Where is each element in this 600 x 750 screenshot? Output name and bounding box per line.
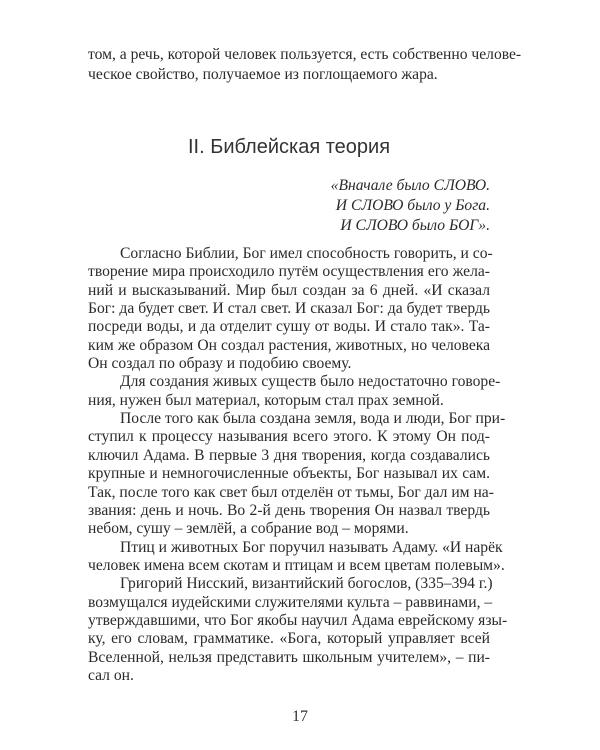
body-line: Он создал по образу и подобию своему. [88, 355, 352, 373]
body-line: ний и высказываний. Мир был создан за 6 дней. «И сказал [88, 281, 490, 299]
epigraph-line: И СЛОВО было БОГ». [340, 217, 490, 234]
body-line: сал он. [88, 667, 134, 684]
body-line: После того как была создана земля, вода и люди, Бог при- [120, 410, 506, 428]
body-line: возмущался иудейскими служителями культа – раввинами, – [88, 593, 493, 611]
section-title: II. Библейская теория [187, 136, 391, 158]
body-line: творение мира происходило путём осуществления его жела- [88, 263, 490, 281]
body-line: ключил Адама. В первые 3 дня творения, когда создавались [88, 446, 490, 464]
body-line: Бог: да будет свет. И стал свет. И сказал Бог: да будет твердь [88, 300, 490, 318]
epigraph-line: И СЛОВО было у Бога. [335, 197, 490, 214]
intro-line: том, а речь, которой человек пользуется, есть собственно челове- [88, 46, 522, 63]
body-line: Вселенной, нельзя представить школьным учителем», – пи- [88, 648, 490, 666]
body-line: посреди воды, и да отделит сушу от воды. И стало так». Та- [88, 318, 490, 336]
body-line: утверждавшими, что Бог якобы научил Адама еврейскому язы- [88, 611, 508, 629]
body-line: звания: день и ночь. Во 2-й день творения Он назвал твердь [88, 501, 490, 519]
body-line: крупные и немногочисленные объекты, Бог называл их сам. [88, 465, 490, 483]
body-line: небом, сушу – землёй, а собрание вод – морями. [88, 520, 409, 538]
body-line: ким же образом Он создал растения, животных, но человека [88, 336, 490, 354]
body-line: Так, после того как свет был отделён от тьмы, Бог дал им на- [88, 483, 494, 501]
body-line: ку, его словам, грамматике. «Бога, который управляет всей [88, 630, 490, 648]
body-line: ступил к процессу называния всего этого. К этому Он под- [88, 428, 490, 446]
body-line: ния, нужен был материал, которым стал прах земной. [88, 391, 444, 409]
body-line: Птиц и животных Бог поручил называть Адаму. «И нарёк [120, 538, 503, 556]
body-line: Согласно Библии, Бог имел способность говорить, и со- [120, 245, 493, 262]
body-line: Для создания живых существ было недостаточно говоре- [120, 373, 501, 391]
page-number: 17 [292, 708, 308, 725]
body-line: Григорий Нисский, византийский богослов, (335–394 г.) [120, 575, 493, 593]
body-line: человек имена всем скотам и птицам и всем цветам полевым». [88, 556, 505, 574]
intro-line: ческое свойство, получаемое из поглощаемого жара. [88, 66, 438, 83]
epigraph-line: «Вначале было СЛОВО. [330, 177, 490, 194]
